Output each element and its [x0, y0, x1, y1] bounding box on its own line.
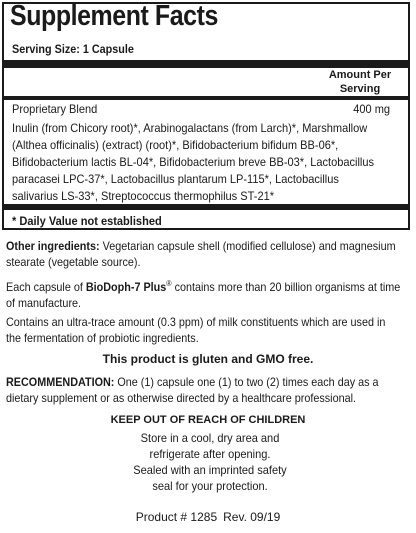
blend-ingredients [12, 120, 380, 205]
gluten-gmo-free: This product is gluten and GMO free. [102, 352, 314, 366]
milk-constituents-note [6, 314, 402, 346]
amount-header-line1: Amount Per [328, 69, 392, 81]
storage-line: refrigerate after opening. [149, 447, 271, 461]
brand-name: BioDoph-7 Plus [85, 280, 167, 294]
registered-mark: ® [166, 279, 172, 288]
milk-note-line1: Contains an ultra-trace amount (0.3 ppm) of milk constituents which are used in [6, 315, 386, 329]
other-ingredients [6, 238, 402, 270]
amount-header-line2: Serving [339, 83, 381, 95]
recommendation-text: One (1) capsule one (1) to two (2) times each day as a [114, 375, 379, 389]
storage-line: Sealed with an imprinted safety [133, 463, 287, 477]
milk-note-line2: the fermentation of probiotic ingredients. [6, 331, 199, 345]
other-ingredients-text-2: stearate (vegetable source). [6, 255, 141, 269]
recommendation-label: RECOMMENDATION: [6, 375, 115, 389]
blend-line: Bifidobacterium lactis BL-04*, Bifidobacterium breve BB-03*, Lactobacillus [12, 155, 375, 169]
serving-size: Serving Size: 1 Capsule [12, 42, 134, 56]
blend-name: Proprietary Blend [12, 102, 98, 116]
storage-line: Store in a cool, dry area and [140, 431, 280, 445]
thick-divider-bottom [4, 204, 408, 210]
product-number: Product # 1285 [135, 510, 218, 524]
blend-line: (Althea officinalis) (extract) (root)*, Bifidobacterium bifidum BB-06*, [12, 138, 339, 152]
other-ingredients-text: Vegetarian capsule shell (modified cellulose) and magnesium [99, 239, 396, 253]
each-capsule-statement [6, 276, 402, 311]
facts-title: Supplement Facts [10, 0, 218, 32]
each-capsule-prefix: Each capsule of [6, 280, 86, 294]
blend-line: salivarius LS-33*, Streptococcus thermophilus ST-21* [12, 189, 275, 203]
medium-divider [4, 96, 408, 100]
recommendation [6, 374, 402, 406]
daily-value-note: * Daily Value not established [12, 214, 162, 228]
storage-line: seal for your protection. [152, 479, 268, 493]
blend-amount: 400 mg [353, 102, 390, 116]
amount-per-serving-header [320, 68, 400, 96]
blend-row [12, 102, 400, 116]
product-info [0, 510, 416, 524]
thick-divider [4, 60, 408, 68]
revision: Rev. 09/19 [223, 510, 281, 524]
children-warning: KEEP OUT OF REACH OF CHILDREN [110, 414, 306, 426]
other-ingredients-label: Other ingredients: [6, 239, 100, 253]
supplement-facts-panel [2, 2, 410, 230]
blend-line: paracasei LPC-37*, Lactobacillus plantarum LP-115*, Lactobacillus [12, 172, 339, 186]
each-capsule-suffix: contains more than 20 billion organisms at time [171, 280, 401, 294]
recommendation-text-2: dietary supplement or as otherwise directed by a healthcare professional. [6, 391, 357, 405]
each-capsule-line2: of manufacture. [6, 296, 82, 310]
storage-instructions [72, 430, 348, 494]
blend-line: Inulin (from Chicory root)*, Arabinogalactans (from Larch)*, Marshmallow [12, 121, 368, 135]
